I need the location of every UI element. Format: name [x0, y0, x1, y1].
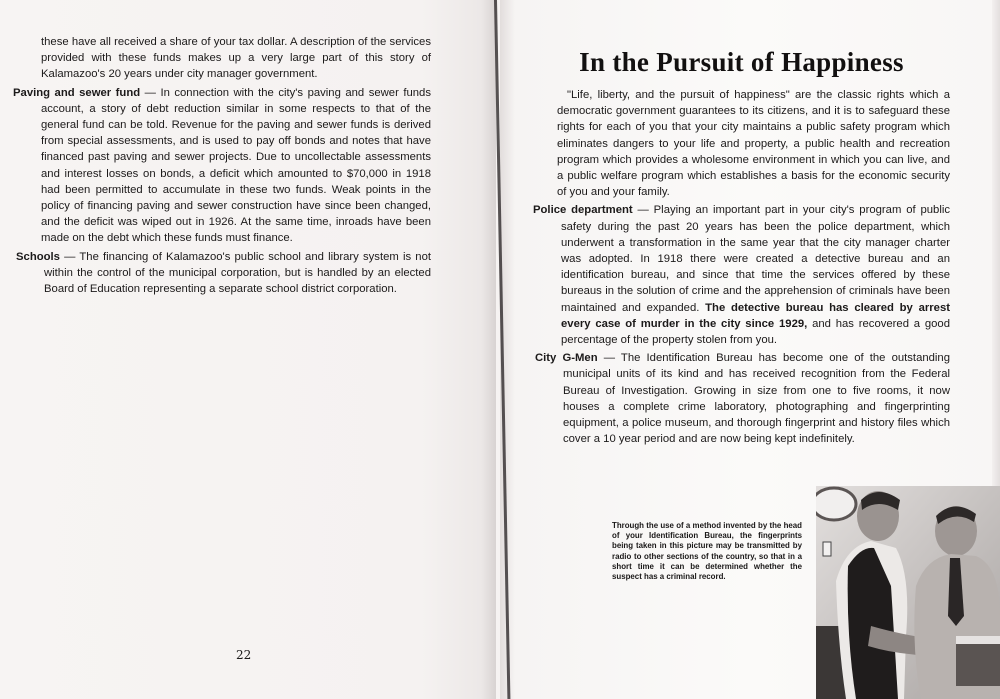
- right-intro-paragraph: "Life, liberty, and the pursuit of happiness" are the classic rights which a democratic government guarantees to its citizens, and it is to safeguard these rights for each of you that your city maintains a public safety program which eliminates dangers to your life and property, a public health and recreation program which provides a wholesome environment in which you can live, and a public welfare program which establishes a basis for the economic security of you and your family.: [557, 89, 950, 199]
- fingerprinting-photo: [816, 486, 1000, 699]
- city-gmen-section: [535, 350, 950, 447]
- left-text-column: [13, 34, 431, 299]
- schools-section: [16, 249, 431, 298]
- section-text: — The Identification Bureau has become one of the outstanding municipal units of its kind and has received recognition from the Federal Bureau of Investigation. Growing in size from one to five rooms, it now houses a complete crime laboratory, photographing and fingerprinting equipment, a police museum, and thorough fingerprint and history files which cover a 10 year period and are now being kept indefinitely.: [563, 352, 950, 446]
- section-text: — Playing an important part in your city's program of public safety during the past 20 years has been the police department, which underwent a transformation in the same year that the city manager charter was adopted. In 1918 there were created a detective bureau and an identification bureau, and since that time the services offered by these bureaus in the solution of crime and the apprehension of criminals have been maintained and expanded.: [561, 204, 950, 314]
- photo-caption: Through the use of a method invented by the head of your Identification Bureau, the fingerprints being taken in this picture may be transmitted by radio to other sections of the country, so that in a short time it can be determined whether the suspect has a criminal record.: [612, 521, 802, 582]
- desk-top: [956, 636, 1000, 644]
- section-heading: Police department: [533, 204, 633, 217]
- photo-illustration: [816, 486, 1000, 699]
- section-heading: Paving and sewer fund: [13, 86, 141, 99]
- lamp-shape: [816, 488, 856, 520]
- section-heading: Schools: [16, 250, 60, 263]
- left-intro-paragraph: these have all received a share of your tax dollar. A description of the services provided with these funds makes up a very large part of this story of Kalamazoo's 20 years under city manager government.: [41, 36, 431, 81]
- page-number: 22: [236, 648, 252, 662]
- section-bold-text: The detective bureau has cleared by arrest every case of murder in the city since 1929,: [561, 301, 950, 330]
- police-department-section: [533, 202, 950, 348]
- section-text-tail: and has recovered a good percentage of the property stolen from you.: [561, 317, 951, 347]
- section-text: — In connection with the city's paving and sewer funds account, a story of debt reduction similar in some respects to that of the general fund can be told. Revenue for the paving and sewer funds is derived from special assessments, and is used to pay off bonds and notes that have financed past paving and sewer projects. Due to uncollectable assessments and interest losses on bonds, a deficit which amounted to $70,000 in 1918 had been permitted to accumulate in these two funds. Weak points in the policy of financing paving and sewer construction have since been changed, and the deficit was wiped out in 1926. At the same time, inroads have been made on the debt which these funds must finance.: [41, 86, 431, 245]
- right-text-column: [533, 45, 950, 449]
- page-title: In the Pursuit of Happiness: [579, 47, 904, 77]
- paving-sewer-section: [13, 85, 431, 247]
- outlet-shape: [823, 542, 831, 556]
- section-heading: City G-Men: [535, 352, 598, 365]
- section-text: — The financing of Kalamazoo's public school and library system is not within the control of the municipal corporation, but is handled by an elected Board of Education representing a separate school district corporation.: [44, 250, 431, 296]
